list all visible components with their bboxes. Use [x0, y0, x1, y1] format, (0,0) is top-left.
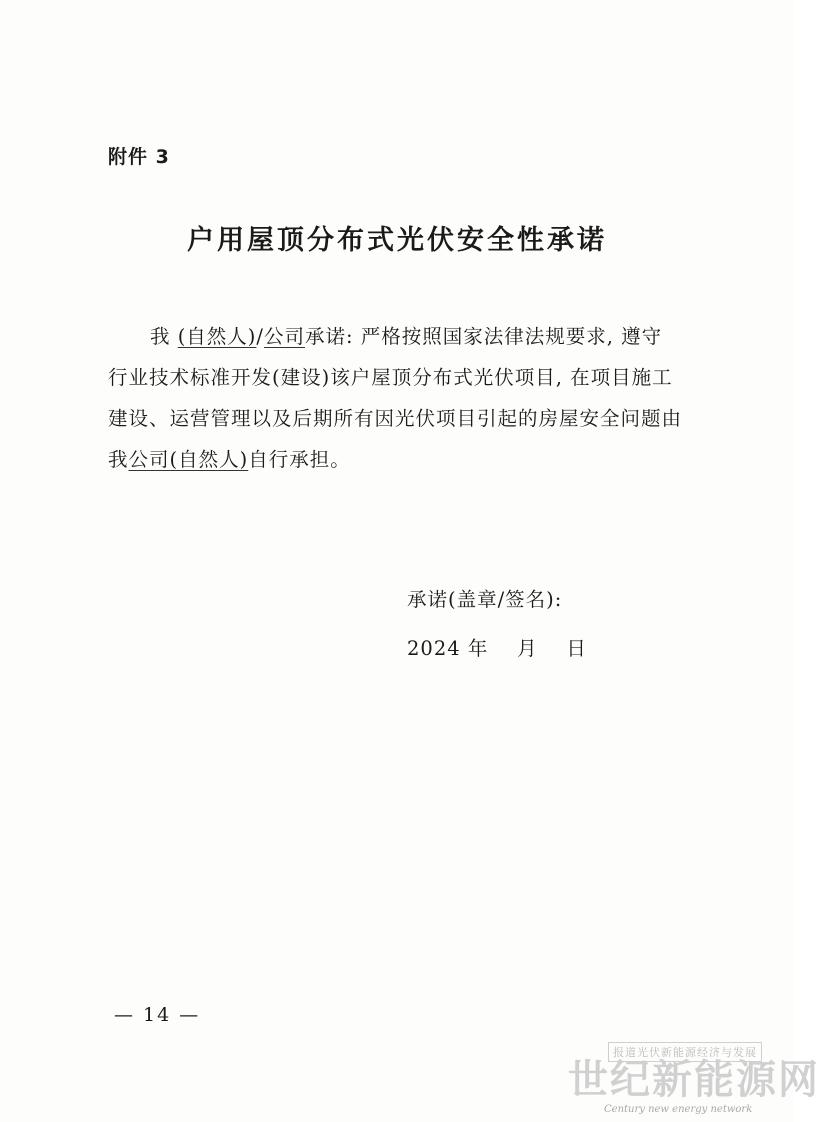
body-line-1-slash: /: [256, 325, 264, 348]
body-line-1: [108, 316, 698, 357]
commitment-body: [108, 316, 698, 480]
page-number: — 14 —: [114, 1004, 201, 1026]
watermark-tagline: 报道光伏新能源经济与发展: [608, 1042, 762, 1062]
body-line-4-end: 自行承担。: [248, 448, 351, 471]
attachment-label: 附件 3: [108, 146, 170, 168]
body-line-1-start: 我: [150, 325, 178, 348]
body-line-1-end: 承诺: 严格按照国家法律法规要求, 遵守: [305, 325, 663, 348]
signature-label: 承诺(盖章/签名):: [407, 588, 563, 611]
body-line-3: 建设、运营管理以及后期所有因光伏项目引起的房屋安全问题由: [108, 407, 683, 430]
natural-person-fill: (自然人): [177, 325, 257, 348]
company-natural-person-fill: 公司(自然人): [128, 448, 249, 471]
watermark-logo: [568, 1042, 820, 1118]
company-fill: 公司: [264, 325, 306, 348]
body-line-4: [108, 439, 698, 480]
body-line-4-start: 我: [108, 448, 129, 471]
body-line-2: 行业技术标准开发(建设)该户屋顶分布式光伏项目, 在项目施工: [108, 366, 673, 389]
date-line: 2024 年 月 日: [407, 637, 587, 660]
watermark-english: Century new energy network: [604, 1104, 753, 1115]
document-title: 户用屋顶分布式光伏安全性承诺: [187, 225, 607, 256]
watermark-name: 世纪新能源网: [568, 1056, 820, 1103]
